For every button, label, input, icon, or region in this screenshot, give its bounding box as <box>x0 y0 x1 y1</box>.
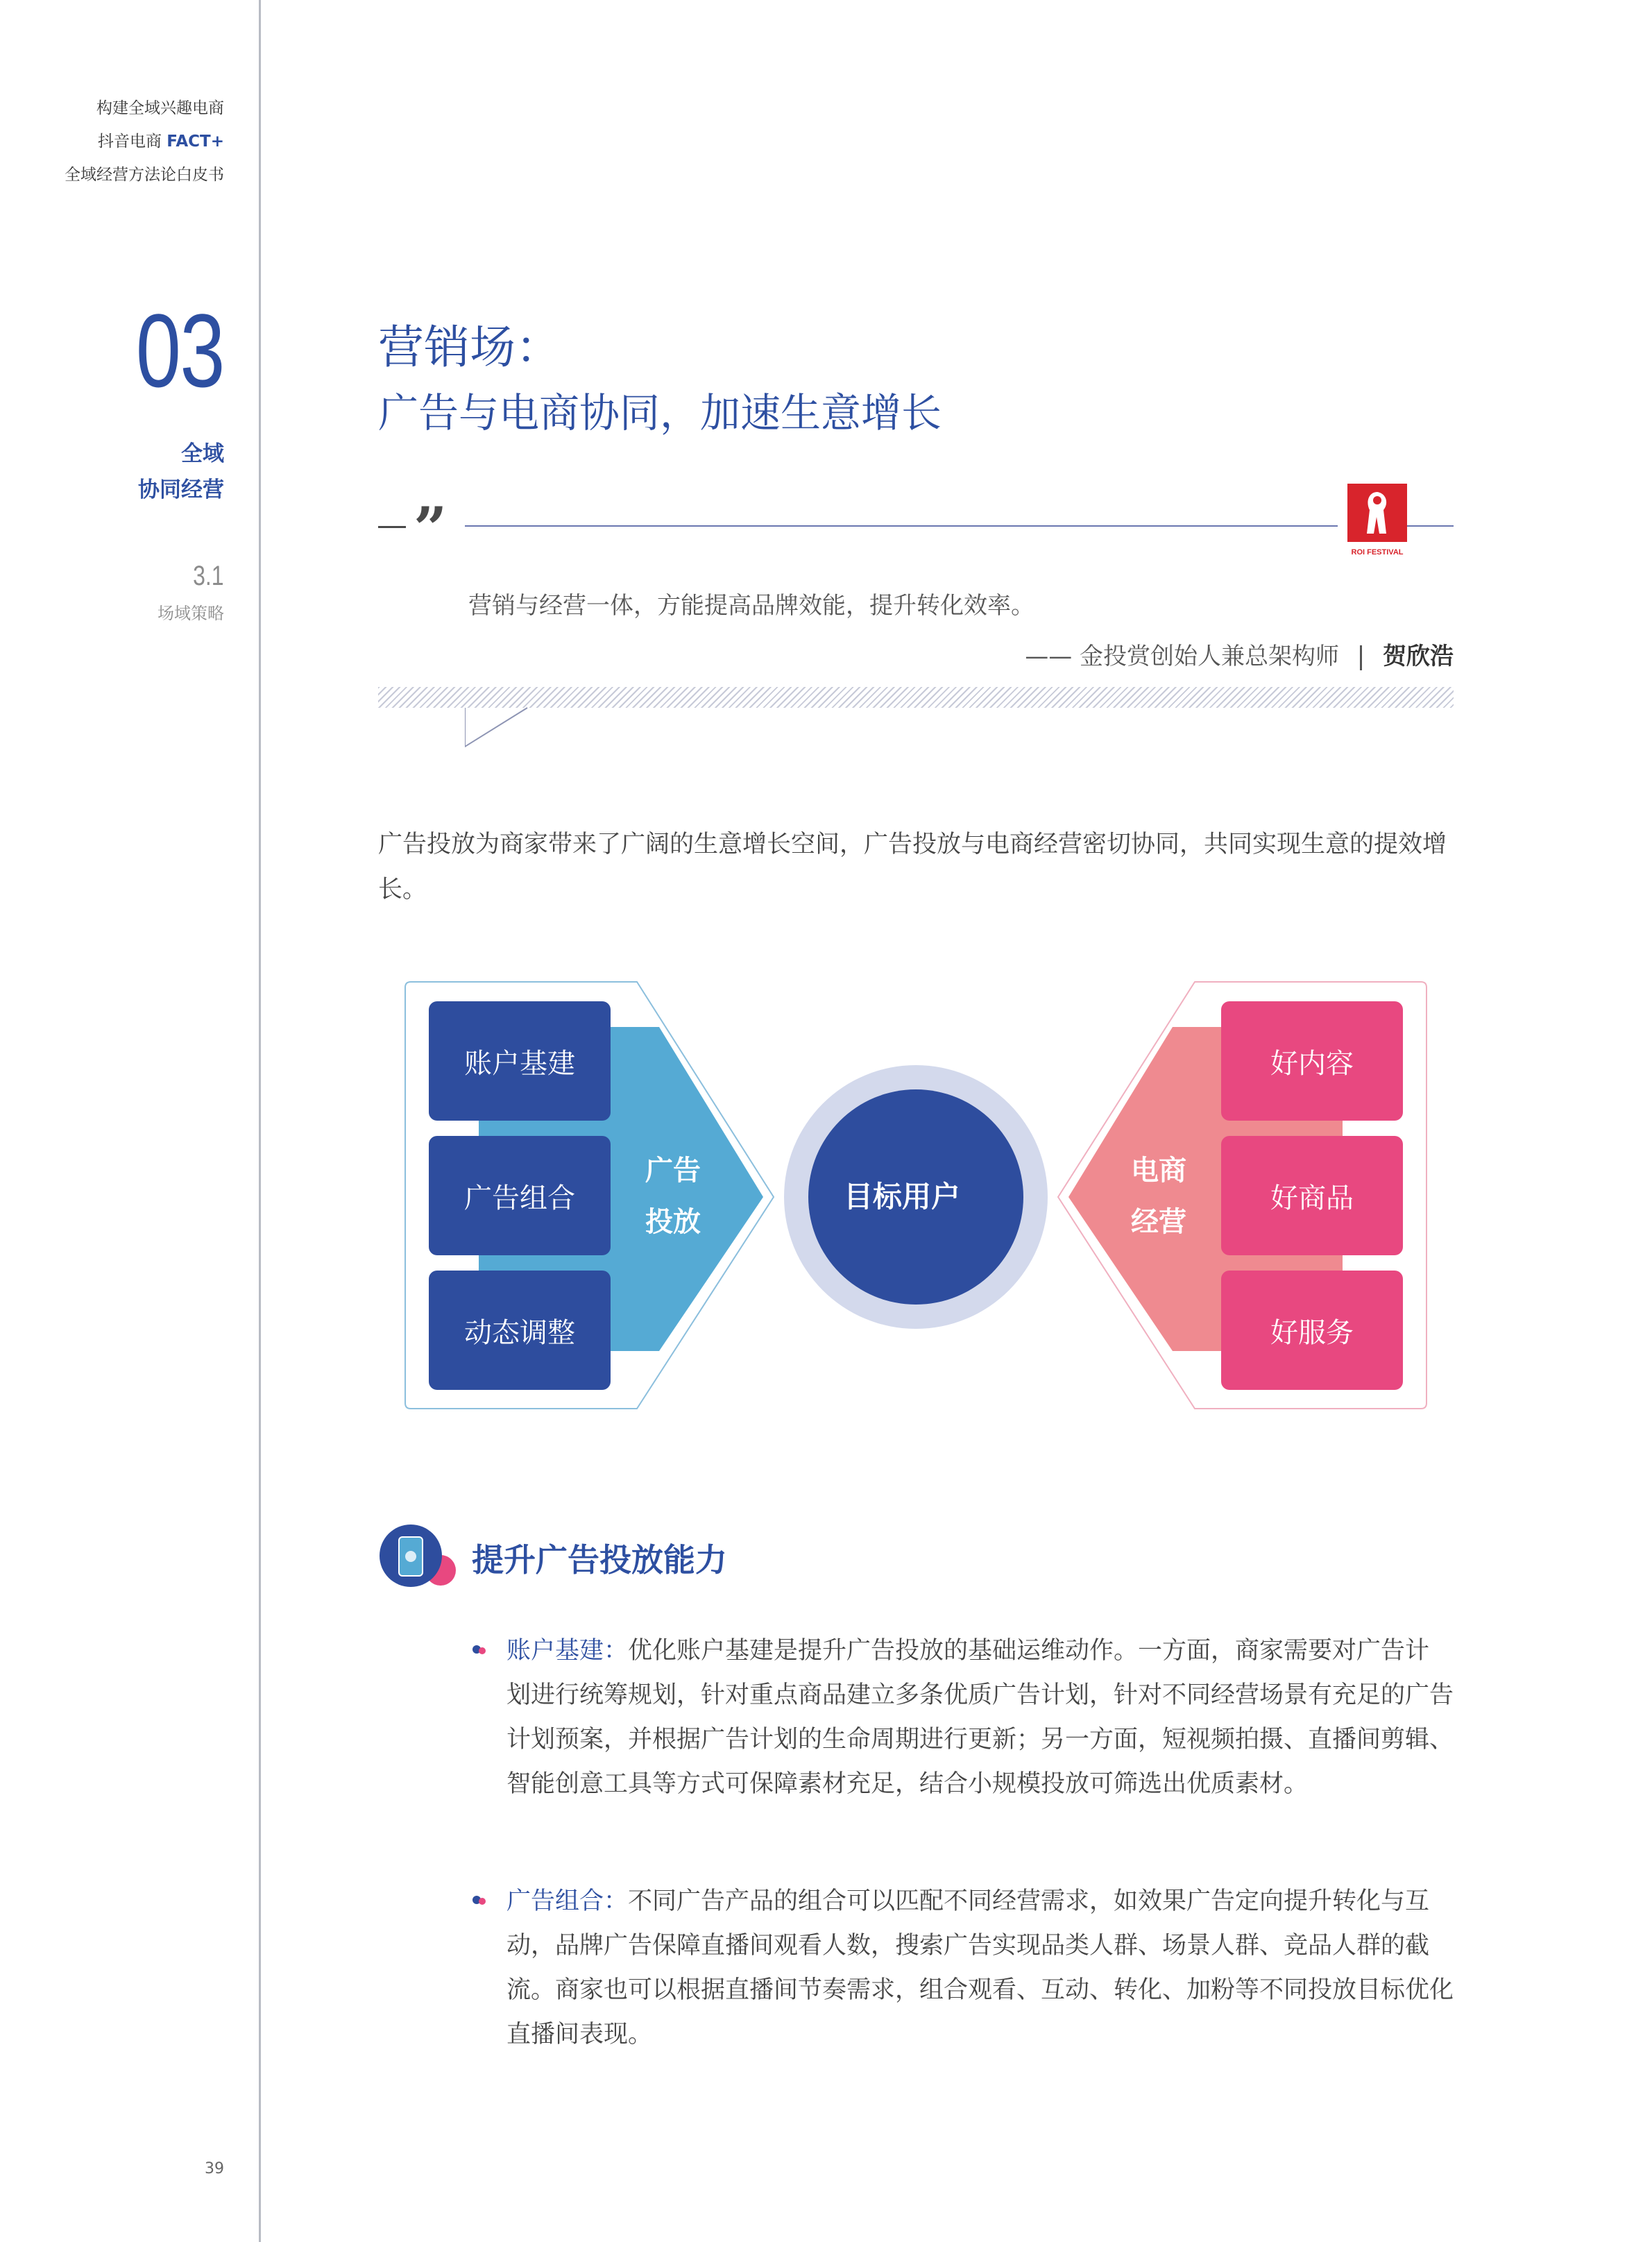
book-title-line-2 <box>98 128 224 151</box>
left-wing-label <box>631 1145 715 1248</box>
synergy-diagram <box>402 975 1429 1419</box>
right-item-product: 好商品 <box>1221 1136 1403 1255</box>
quote-separator <box>1360 645 1362 670</box>
roi-festival-logo <box>1346 482 1408 559</box>
quote-mark-icon: ” <box>414 494 448 563</box>
left-wing-label-1: 广告 <box>645 1155 701 1187</box>
phone-icon-button <box>405 1551 416 1562</box>
right-wing-label-1: 电商 <box>1131 1155 1186 1187</box>
chapter-number: 03 <box>135 292 224 409</box>
bullet-body: 优化账户基建是提升广告投放的基础运维动作。一方面，商家需要对广告计划进行统筹规划，针对重点商品建立多条优质广告计划，针对不同经营场景有充足的广告计划预案，并根据广告计划的生命周期进行更新；另一方面，短视频拍摄、直播间剪辑、智能创意工具等方式可保障素材充足，结合小规模投放可筛选出优质素材。 <box>506 1637 1454 1798</box>
rail-divider <box>259 0 261 2242</box>
intro-paragraph: 广告投放为商家带来了广阔的生意增长空间，广告投放与电商经营密切协同，共同实现生意的提效增长。 <box>378 831 1447 903</box>
quote-attribution <box>1025 637 1454 671</box>
bullet-body: 不同广告产品的组合可以匹配不同经营需求，如效果广告定向提升转化与互动，品牌广告保障直播间观看人数，搜索广告实现品类人群、场景人群、竞品人群的截流。商家也可以根据直播间节奏需求，组合观看、互动、转化、加粉等不同投放目标优化直播间表现。 <box>506 1887 1454 2048</box>
chapter-title-1: 全域 <box>181 441 224 466</box>
phone-icon <box>378 1523 458 1593</box>
bullet-dot-icon <box>472 1894 487 1905</box>
chapter-title-2: 协同经营 <box>138 477 224 502</box>
left-item-dynamic: 动态调整 <box>429 1271 611 1390</box>
bullet-text <box>506 1629 1454 1806</box>
bullet-lead: 广告组合： <box>506 1887 629 1915</box>
book-title-prefix: 抖音电商 <box>97 133 162 151</box>
quote-rule <box>465 525 1338 527</box>
bullet-dot-pink <box>479 1898 486 1905</box>
right-wing-label-2: 经营 <box>1131 1206 1186 1238</box>
quote-speaker: 贺欣浩 <box>1383 643 1454 670</box>
quote-bubble-tail <box>465 706 541 748</box>
page-title: 营销场： <box>378 321 561 374</box>
left-wing-label-2: 投放 <box>645 1206 701 1238</box>
bullet-account <box>472 1629 1454 1806</box>
bullet-dot-pink <box>479 1647 486 1654</box>
left-item-account: 账户基建 <box>429 1001 611 1121</box>
right-item-content: 好内容 <box>1221 1001 1403 1121</box>
quote-source: —— 金投赏创始人兼总架构师 <box>1025 643 1339 670</box>
sub-section-label: 场域策略 <box>157 604 224 623</box>
page-subtitle: 广告与电商协同，加速生意增长 <box>378 389 942 436</box>
section-title: 提升广告投放能力 <box>472 1541 727 1579</box>
bullet-lead: 账户基建： <box>506 1637 629 1665</box>
quote-hatch-band <box>378 687 1454 708</box>
tail-shape <box>465 708 527 747</box>
bullet-text <box>506 1879 1454 2057</box>
center-label: 目标用户 <box>843 1180 960 1214</box>
bullet-combo <box>472 1879 1454 2057</box>
book-title-line-1: 构建全域兴趣电商 <box>96 99 224 117</box>
book-title-line-3: 全域经营方法论白皮书 <box>65 166 224 184</box>
right-wing-label <box>1117 1145 1200 1248</box>
quote-text: 营销与经营一体，方能提高品牌效能，提升转化效率。 <box>468 592 1034 620</box>
sub-section-number: 3.1 <box>193 561 224 591</box>
logo-dot <box>1373 496 1381 504</box>
page-number: 39 <box>205 2160 224 2177</box>
left-item-combo: 广告组合 <box>429 1136 611 1255</box>
right-item-service: 好服务 <box>1221 1271 1403 1390</box>
quote-rule-left <box>378 526 406 528</box>
logo-text: ROI FESTIVAL <box>1351 548 1404 557</box>
bullet-dot-icon <box>472 1644 487 1655</box>
book-brand: FACT+ <box>167 133 224 151</box>
